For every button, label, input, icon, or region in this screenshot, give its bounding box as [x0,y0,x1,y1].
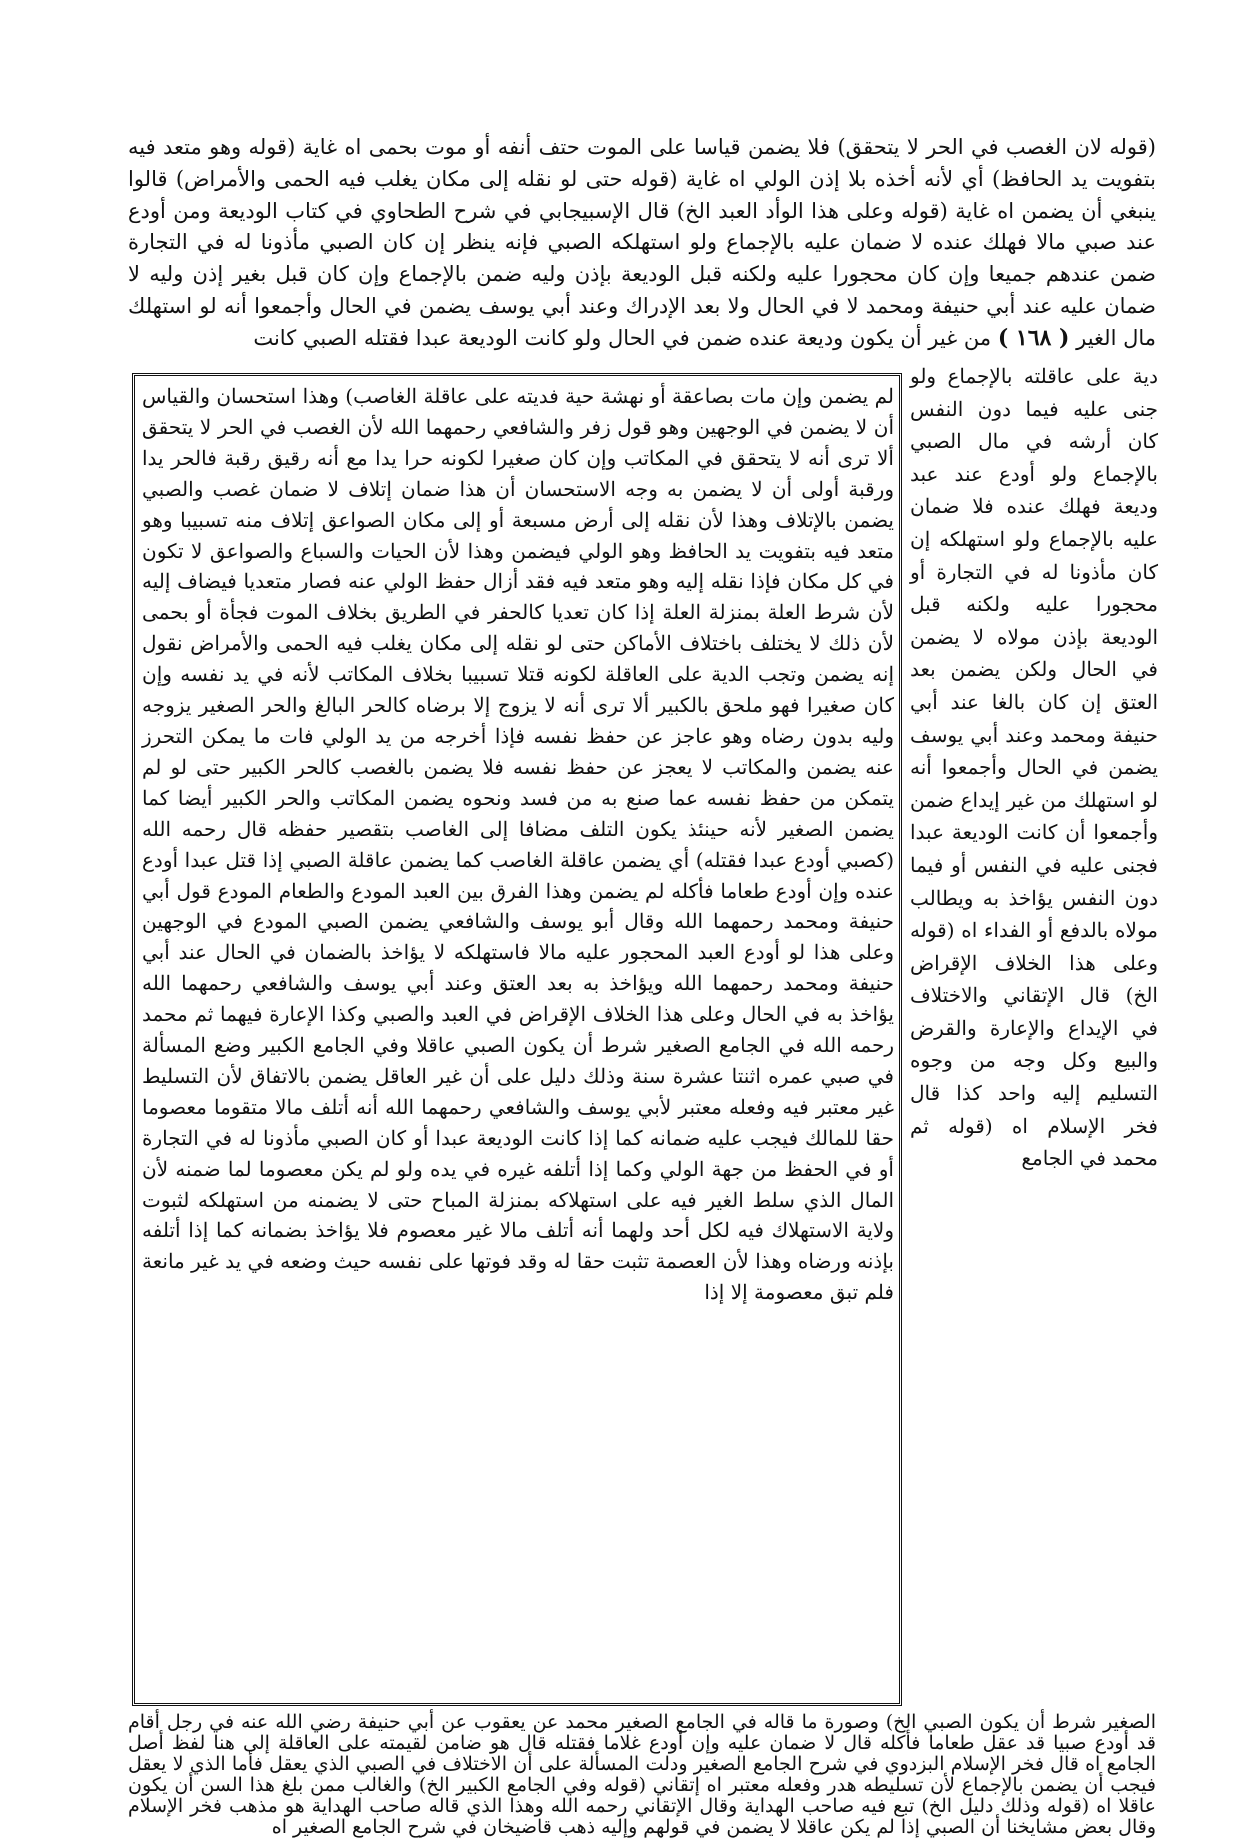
top-commentary-text [128,132,1156,355]
top-commentary [128,132,1156,390]
bottom-commentary-text: الصغير شرط أن يكون الصبي الخ) وصورة ما قاله في الجامع الصغير محمد عن يعقوب عن أبي حنيفة رضي الله عنه في رجل أقام قد أودع صبيا قد عقل طعاما فأكله قال لا ضمان عليه وإن أودع غلاما فقتله قال هو ضامن لقيمته على العاقلة إلى هنا لفظ أصل الجامع اه قال فخر الإسلام البزدوي في شرح الجامع الصغير ودلت المسألة على أن الاختلاف في الصبي الذي يعقل فأما الذي لا يعقل فيجب أن يضمن بالإجماع لأن تسليطه هدر وفعله معتبر اه إتقاني (قوله وفي الجامع الكبير الخ) والغالب ممن بلغ هذا السن أن يكون عاقلا اه (قوله وذلك دليل الخ) تبع فيه صاحب الهداية وقال الإتقاني رحمه الله وهذا الذي قاله صاحب الهداية هو مذهب فخر الإسلام وقال بعض مشايخنا أن الصبي إذا لم يكن عاقلا لا يضمن في قولهم وإليه ذهب قاضيخان في شرح الجامع الصغير اه [128,1711,1156,1838]
main-text: لم يضمن وإن مات بصاعقة أو نهشة حية فديته على عاقلة الغاصب) وهذا استحسان والقياس أن لا يضمن في الوجهين وهو قول زفر والشافعي رحمهما الله لأن الغصب في الحر لا يتحقق ألا ترى أنه لا يتحقق في المكاتب وإن كان صغيرا لكونه حرا يدا مع أنه رقيق رقبة فالحر يدا ورقبة أولى أن لا يضمن به وجه الاستحسان أن هذا ضمان إتلاف لا ضمان غصب والصبي يضمن بالإتلاف وهذا لأن نقله إلى أرض مسبعة أو إلى مكان الصواعق إتلاف منه تسبيبا وهو متعد فيه بتفويت يد الحافظ وهو الولي فيضمن وهذا لأن الحيات والسباع والصواعق لا تكون في كل مكان فإذا نقله إليه وهو متعد فيه فقد أزال حفظ الولي عنه فصار متعديا فيضاف إليه لأن شرط العلة بمنزلة العلة إذا كان تعديا كالحفر في الطريق بخلاف الموت فجأة أو بحمى لأن ذلك لا يختلف باختلاف الأماكن حتى لو نقله إلى مكان يغلب فيه الحمى والأمراض نقول إنه يضمن وتجب الدية على العاقلة لكونه قتلا تسبيبا بخلاف المكاتب لأنه في يد نفسه وإن كان صغيرا فهو ملحق بالكبير ألا ترى أنه لا يزوج إلا برضاه كالحر البالغ والحر الصغير يزوجه وليه بدون رضاه وهو عاجز عن حفظ نفسه فإذا أخرجه من يد الولي فات ما يمكن التحرز عنه يضمن والمكاتب لا يعجز عن حفظ نفسه فلا يضمن بالغصب كالحر الكبير حتى لو لم يتمكن من حفظ نفسه عما صنع به من فسد ونحوه يضمن المكاتب والحر الكبير أيضا كما يضمن الصغير لأنه حينئذ يكون التلف مضافا إلى الغاصب بتقصير حفظه قال رحمه الله (كصبي أودع عبدا فقتله) أي يضمن عاقلة الغاصب كما يضمن عاقلة الصبي إذا قتل عبدا أودع عنده وإن أودع طعاما فأكله لم يضمن وهذا الفرق بين العبد المودع والطعام المودع قول أبي حنيفة ومحمد رحمهما الله وقال أبو يوسف والشافعي يضمن الصبي المودع في الوجهين وعلى هذا لو أودع العبد المحجور عليه مالا فاستهلكه لا يؤاخذ بالضمان في الحال عند أبي حنيفة ومحمد رحمهما الله ويؤاخذ به بعد العتق وعند أبي يوسف والشافعي رحمهما الله يؤاخذ به في الحال وعلى هذا الخلاف الإقراض في العبد والصبي وكذا الإعارة فيهما ثم محمد رحمه الله في الجامع الصغير شرط أن يكون الصبي عاقلا وفي الجامع الكبير وضع المسألة في صبي عمره اثنتا عشرة سنة وذلك دليل على أن غير العاقل يضمن بالاتفاق لأن التسليط غير معتبر فيه وفعله معتبر لأبي يوسف والشافعي رحمهما الله أنه أتلف مالا متقوما معصوما حقا للمالك فيجب عليه ضمانه كما إذا كانت الوديعة عبدا أو كان الصبي مأذونا له في التجارة أو في الحفظ من جهة الولي وكما إذا أتلفه غيره في يده ولو لم يكن معصوما لما ضمنه لأن المال الذي سلط الغير فيه على استهلاكه بمنزلة المباح حتى لا يضمنه من استهلكه لثبوت ولاية الاستهلاك فيه لكل أحد ولهما أنه أتلف مالا غير معصوم فلا يؤاخذ بضمانه كما إذا أتلفه بإذنه ورضاه وهذا لأن العصمة تثبت حقا له وقد فوتها على نفسه حيث وضعه في يد غير مانعة فلم تبق معصومة إلا إذا [142,384,895,1305]
margin-note: دية على عاقلته بالإجماع ولو جنى عليه فيما دون النفس كان أرشه في مال الصبي بالإجماع ولو أودع عند عبد وديعة فهلك عنده فلا ضمان عليه بالإجماع ولو استهلكه إن كان مأذونا له في التجارة أو محجورا عليه ولكنه قبل الوديعة بإذن مولاه لا يضمن في الحال ولكن يضمن بعد العتق إن كان بالغا عند أبي حنيفة ومحمد وعند أبي يوسف يضمن في الحال وأجمعوا أنه لو استهلك من غير إيداع ضمن وأجمعوا أن كانت الوديعة عبدا فجنى عليه في النفس أو فيما دون النفس يؤاخذ به ويطالب مولاه بالدفع أو الفداء اه (قوله وعلى هذا الخلاف الإقراض الخ) قال الإتقاني والاختلاف في الإيداع والإعارة والقرض والبيع وكل وجه من وجوه التسليم إليه واحد كذا قال فخر الإسلام اه (قوله ثم محمد في الجامع [910,364,1158,1171]
margin-commentary [910,360,1158,1706]
top-commentary-body: (قوله لان الغصب في الحر لا يتحقق) فلا يضمن قياسا على الموت حتف أنفه أو موت بحمى اه غاية (قوله وهو متعد فيه بتفويت يد الحافظ) أي لأنه أخذه بلا إذن الولي اه غاية (قوله حتى لو نقله إلى مكان يغلب فيه الحمى والأمراض) قالوا ينبغي أن يضمن اه غاية (قوله وعلى هذا الوأد العبد الخ) قال الإسبيجابي في شرح الطحاوي في كتاب الوديعة ومن أودع عند صبي مالا فهلك عنده لا ضمان عليه بالإجماع ولو استهلكه الصبي فإنه ينظر إن كان الصبي مأذونا له في التجارة ضمن عندهم جميعا وإن كان محجورا عليه ولكنه قبل الوديعة بإذن وليه ضمن بالإجماع وإن كان قبل بغير إذن وليه لا ضمان عليه عند أبي حنيفة ومحمد لا في الحال ولا بعد الإدراك وعند أبي يوسف يضمن في الحال وأجمعوا أنه لو استهلك مال الغير [128,135,1156,350]
top-commentary-tail: من غير أن يكون وديعة عنده ضمن في الحال ولو كانت الوديعة عبدا فقتله الصبي كانت [253,325,992,350]
bottom-commentary [128,1711,1156,1838]
page-number: ( ١٦٨ ) [997,324,1070,351]
main-text-block [142,381,894,1699]
